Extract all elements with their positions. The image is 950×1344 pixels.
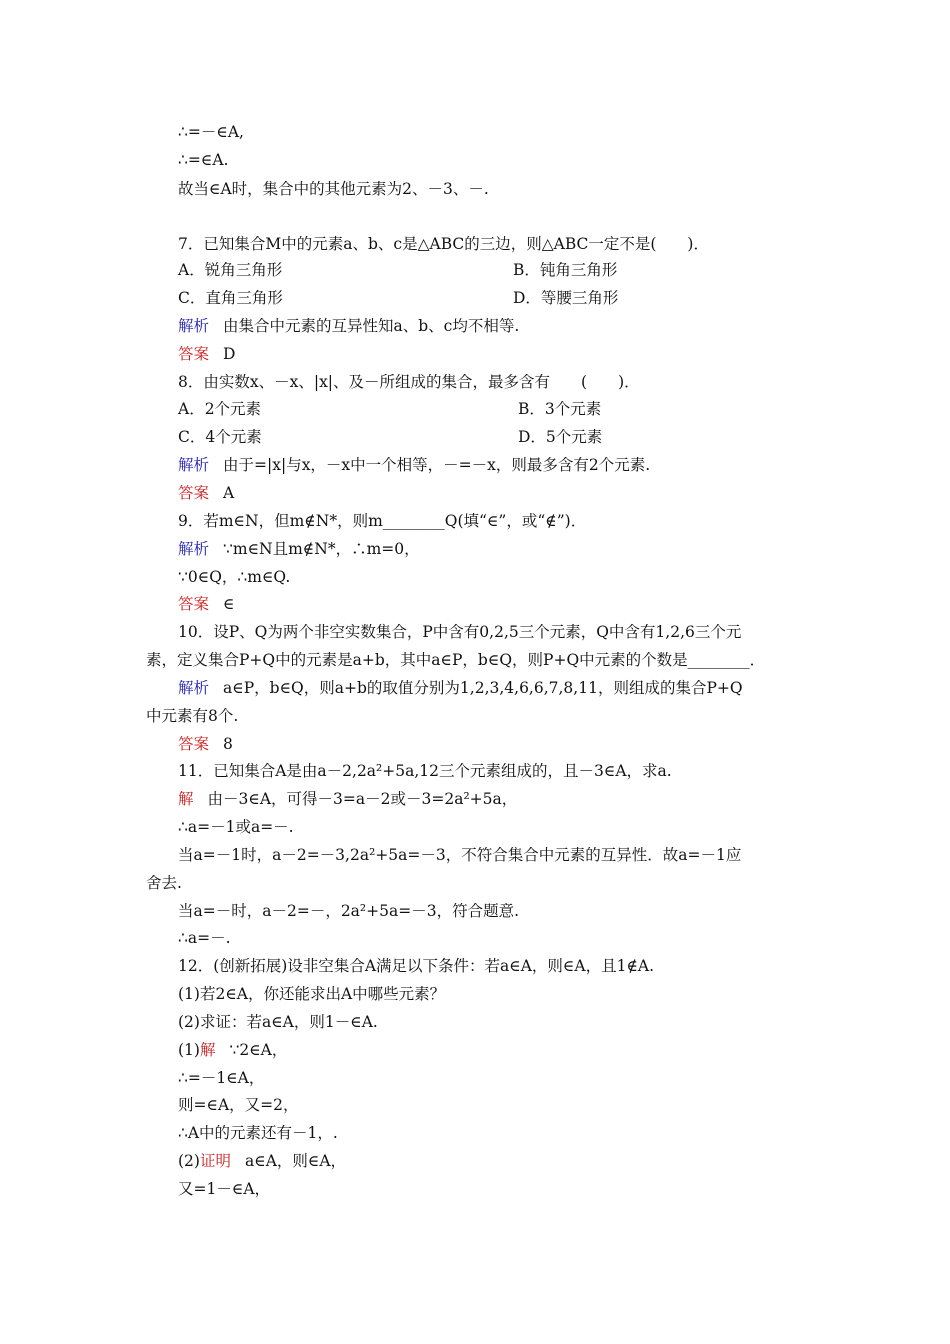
answer-label: 答案: [178, 345, 210, 363]
answer-line: [178, 481, 234, 505]
analysis-line: [178, 314, 519, 338]
answer-label: 答案: [178, 484, 210, 502]
question-10: 10．设P、Q为两个非空实数集合，P中含有0,2,5三个元素，Q中含有1,2,6三个元: [178, 623, 742, 641]
analysis-line: [178, 453, 650, 477]
text-line: ∴=－∈A,: [178, 123, 244, 141]
answer-text: ∈: [223, 595, 235, 613]
proof-line: [178, 1149, 346, 1173]
analysis-label: 解析: [178, 456, 210, 474]
option-b: B．3个元素: [518, 400, 602, 418]
analysis-label: 解析: [178, 540, 210, 558]
solution-label: 解: [199, 1041, 216, 1059]
question-8: 8．由实数x、－x、|x|、及－所组成的集合，最多含有 ( )．: [178, 373, 640, 391]
text-line: ∵0∈Q，∴m∈Q.: [178, 568, 291, 586]
text-line: ∴=∈A.: [178, 151, 229, 169]
solution-label: 解: [178, 790, 194, 808]
option-a: A．锐角三角形: [178, 261, 283, 279]
text-line: 当a=－时，a－2=－，2a²+5a=－3，符合题意.: [178, 902, 520, 920]
text-line: ∴A中的元素还有－1，.: [178, 1124, 338, 1142]
text-line: 舍去.: [146, 874, 182, 892]
answer-line: [178, 592, 235, 616]
answer-label: 答案: [178, 595, 210, 613]
solution-text: ∵2∈A，: [229, 1041, 288, 1059]
answer-text: D: [223, 345, 236, 363]
text-line: 又=1－∈A，: [178, 1180, 271, 1198]
solution-prefix: (1): [178, 1041, 200, 1059]
text-line: 则=∈A，又=2，: [178, 1096, 299, 1114]
answer-text: A: [223, 484, 235, 502]
analysis-label: 解析: [178, 317, 210, 335]
sub-question-2: (2)求证：若a∈A，则1－∈A.: [178, 1013, 378, 1031]
analysis-text: ∵m∈N且m∉N*，∴m=0，: [223, 540, 420, 558]
answer-text: 8: [223, 735, 233, 753]
question-7: 7．已知集合M中的元素a、b、c是△ABC的三边，则△ABC一定不是( )．: [178, 235, 709, 253]
analysis-text: 由集合中元素的互异性知a、b、c均不相等.: [223, 317, 520, 335]
proof-label: 证明: [199, 1152, 231, 1170]
analysis-line: [178, 537, 420, 561]
question-9: 9．若m∈N，但m∉N*，则m________Q(填“∈”，或“∉”)．: [178, 512, 587, 530]
option-b: B．钝角三角形: [513, 261, 618, 279]
analysis-text: 由于=|x|与x，－x中一个相等，－=－x，则最多含有2个元素.: [223, 456, 651, 474]
text-line: 当a=－1时，a－2=－3,2a²+5a=－3，不符合集合中元素的互异性．故a=－1应: [178, 846, 742, 864]
sub-question-1: (1)若2∈A，你还能求出A中哪些元素？: [178, 985, 446, 1003]
solution-text: 由－3∈A，可得－3=a－2或－3=2a²+5a，: [207, 790, 518, 808]
proof-text: a∈A，则∈A，: [244, 1152, 347, 1170]
text-line: 中元素有8个.: [146, 707, 239, 725]
answer-label: 答案: [178, 735, 210, 753]
text-line: ∴a=－.: [178, 929, 231, 947]
answer-line: [178, 342, 235, 366]
option-c: C．4个元素: [178, 428, 262, 446]
text-line: ∴=－1∈A，: [178, 1069, 265, 1087]
solution-line: [178, 1038, 287, 1062]
analysis-line: [178, 676, 743, 700]
text-line: 素，定义集合P+Q中的元素是a+b，其中a∈P，b∈Q，则P+Q中元素的个数是________．: [146, 651, 766, 669]
proof-prefix: (2): [178, 1152, 200, 1170]
question-11: 11．已知集合A是由a－2,2a²+5a,12三个元素组成的，且－3∈A，求a.: [178, 762, 672, 780]
analysis-label: 解析: [178, 679, 210, 697]
analysis-text: a∈P，b∈Q，则a+b的取值分别为1,2,3,4,6,6,7,8,11，则组成的集合P+Q: [223, 679, 743, 697]
option-d: D．等腰三角形: [513, 289, 619, 307]
text-line: ∴a=－1或a=－.: [178, 818, 294, 836]
question-12: 12．(创新拓展)设非空集合A满足以下条件：若a∈A，则∈A，且1∉A.: [178, 957, 655, 975]
answer-line: [178, 732, 233, 756]
text-line: 故当∈A时，集合中的其他元素为2、－3、－.: [178, 180, 489, 198]
option-a: A．2个元素: [178, 400, 262, 418]
option-c: C．直角三角形: [178, 289, 283, 307]
option-d: D．5个元素: [518, 428, 603, 446]
solution-line: [178, 787, 517, 811]
